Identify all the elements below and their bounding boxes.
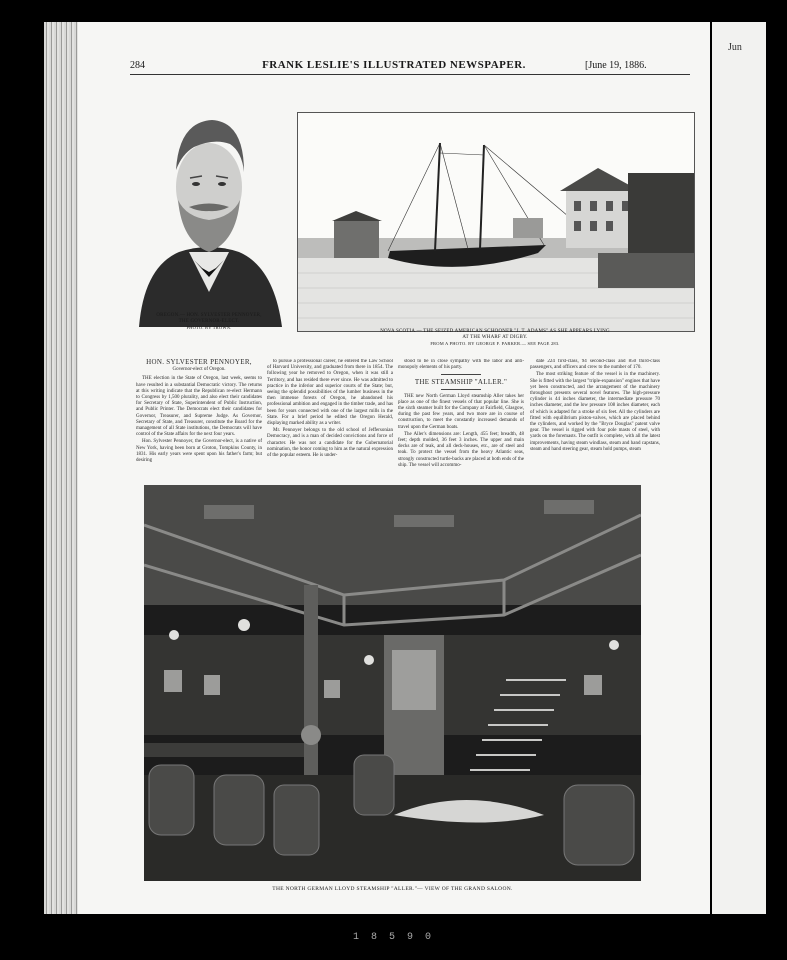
- article-title-pennoyer: HON. SYLVESTER PENNOYER,: [146, 359, 252, 366]
- saloon-caption: THE NORTH GERMAN LLOYD STEAMSHIP "ALLER."— VIEW OF THE GRAND SALOON.: [272, 886, 513, 892]
- paragraph: to pursue a professional career, he entered the Law School of Harvard University, and graduated from there in 1854. The following year he removed to Oregon, when it was still a Territory, and has resided there ever since. He was admitted to practice in the inferior and superior courts of the State; but, seeing the splendid possibilities of the lumber business in the then immense forests of Oregon, he abandoned his professional ambition and engaged in the timber trade, and has been for years connected with one of the largest mills in the State. For a brief period he edited the Oregon Herald, displaying marked ability as a writer.: [267, 359, 393, 427]
- schooner-credit: FROM A PHOTO. BY GEORGE F. PARKER.— SEE PAGE 283.: [430, 341, 560, 346]
- page-number: 284: [130, 60, 145, 71]
- publication-title: FRANK LESLIE'S ILLUSTRATED NEWSPAPER.: [262, 59, 526, 71]
- newspaper-page: [78, 22, 710, 914]
- portrait-caption-line1: OREGON.— HON. SYLVESTER PENNOYER,: [156, 313, 262, 318]
- portrait-caption: [128, 313, 290, 331]
- paragraph: date 224 first-class, 94 second-class and 850 third-class passengers, and officers and crew to the number of 170.: [530, 359, 660, 371]
- column-3: [398, 359, 524, 476]
- section-divider: [441, 374, 481, 375]
- column-2: [267, 359, 393, 476]
- adjacent-page-header: Jun: [728, 42, 742, 53]
- archive-stamp: 1 8 5 9 0: [353, 932, 435, 943]
- adjacent-page: [712, 22, 766, 914]
- paragraph: THE new North German Lloyd steamship Aller takes her place as one of the finest vessels of that popular line. She is the sixth steamer built for the Company at Fairfield, Glasgow, during the past few years, and two more are in course of construction, to meet the constantly increased demands of travel upon the German boats.: [398, 393, 524, 430]
- paragraph: THE election in the State of Oregon, last week, seems to have resulted in a substantial Democratic victory. The returns at this writing indicate that the Republican re-elect Hermann to Congress by 1,500 plurality, and also elect their candidates for Secretary of State, Superintendent of Public Instruction, and Public Printer. The Democrats elect their candidates for Governor, Treasurer, and Supreme Judge. As Governor, Secretary of State, and Treasurer, constitute the Board for the management of all State institutions, the Democrats will have control of the State affairs for the next four years.: [136, 376, 262, 438]
- column-4: [530, 359, 660, 476]
- paragraph: The most striking feature of the vessel is in the machinery. She is fitted with the largest "triple-expansion" engines that have yet been constructed, and the arrangement of the machinery throughout presents several novel features. The high-pressure cylinder is 44 inches diameter, the intermediate pressure 70 inches diameter, and the low pressure 108 inches diameter, each of which is adapted for a stroke of six feet. All the cylinders are fitted with equilibrium piston-valves, which are placed behind the cylinders, and worked by the "Bryce Douglas" patent valve gear. The vessel is rigged with four pole masts of steel, with yards on the foremasts. The outfit is complete, with all the latest improvements, having steam windlass, steam and hand capstans, steam and hand steering gear, steam hold pumps, steam: [530, 372, 660, 452]
- schooner-caption: [300, 329, 690, 347]
- schooner-caption-line2: AT THE WHARF AT DIGBY.: [462, 335, 528, 340]
- paragraph: stood to be in close sympathy with the labor and anti-monopoly elements of his party.: [398, 359, 524, 371]
- paragraph: Hon. Sylvester Pennoyer, the Governor-elect, is a native of New York, having been born at Groton, Tompkins County, in 1831. His early years were spent upon his father's farm; but desiring: [136, 439, 262, 464]
- portrait-credit: PHOTO. BY TROWN.: [186, 325, 232, 330]
- header-rule: [130, 74, 690, 75]
- book-spine: [44, 22, 78, 914]
- schooner-engraving: [297, 112, 695, 332]
- portrait-caption-line2: THE GOVERNOR-ELECT.: [178, 319, 240, 324]
- section-divider: [441, 389, 481, 390]
- paragraph: Mr. Pennoyer belongs to the old school of Jeffersonian Democracy, and is a man of decided convictions and force of character. He was not a candidate for the Gubernatorial nomination, the honor coming to him as the natural expression of the popular esteem. He is under-: [267, 428, 393, 459]
- issue-date: [June 19, 1886.: [585, 60, 647, 71]
- column-1: [136, 359, 262, 476]
- schooner-caption-line1: NOVA SCOTIA.— THE SEIZED AMERICAN SCHOONER "J. T. ADAMS" AS SHE APPEARS LYING: [380, 329, 610, 334]
- page-header: [78, 58, 710, 72]
- paragraph: The Aller's dimensions are: Length, 455 feet; breadth, 48 feet; depth molded, 36 feet 3 inches. The upper and main decks are of teak, and all deck-houses, etc., are of steel and teak. To protect the vessel from the heavy Atlantic seas, strongly constructed turtle-backs are placed at both ends of the ship. The vessel will accommo-: [398, 431, 524, 468]
- grand-saloon-engraving: [144, 485, 641, 881]
- article-title-aller: THE STEAMSHIP "ALLER.": [414, 378, 508, 387]
- portrait-engraving: [134, 92, 284, 327]
- article-subtitle-pennoyer: Governor-elect of Oregon.: [172, 367, 226, 373]
